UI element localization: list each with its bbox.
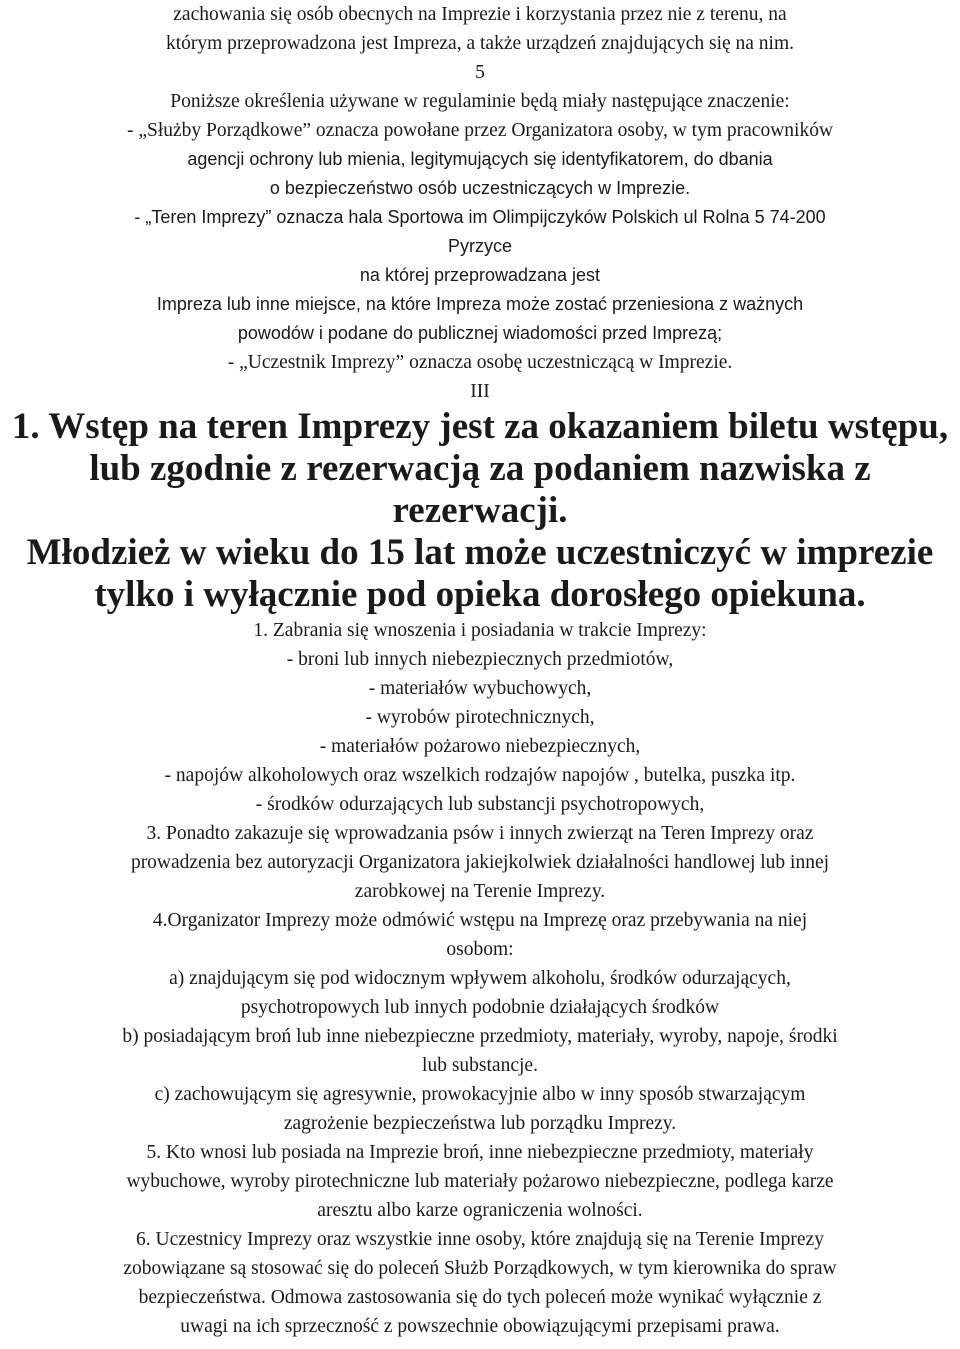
text-line: a) znajdującym się pod widocznym wpływem alkoholu, środków odurzających,: [169, 968, 791, 989]
rule-6-obligations: [4, 1225, 956, 1341]
text-line: o bezpieczeństwo osób uczestniczących w Imprezie.: [269, 178, 691, 198]
text-line: zachowania się osób obecnych na Imprezie i korzystania przez nie z terenu, na: [173, 4, 787, 25]
heading-line: rezerwacji.: [392, 490, 568, 531]
text-line: prowadzenia bez autoryzacji Organizatora jakiejkolwiek działalności handlowej lub innej: [130, 852, 830, 873]
text-line: b) posiadającym broń lub inne niebezpieczne przedmioty, materiały, wyroby, napoje, środki: [122, 1026, 838, 1047]
text-line: 5. Kto wnosi lub posiada na Imprezie broń, inne niebezpieczne przedmioty, materiały: [146, 1142, 814, 1163]
text-line: którym przeprowadzona jest Impreza, a także urządzeń znajdujących się na nim.: [165, 33, 795, 54]
list-item: - napojów alkoholowych oraz wszelkich rodzajów napojów , butelka, puszka itp.: [164, 765, 796, 786]
section-number: [4, 377, 956, 406]
rule-4-refusal: [4, 906, 956, 1138]
list-item: - broni lub innych niebezpiecznych przedmiotów,: [286, 649, 674, 670]
text-line: osobom:: [446, 939, 514, 960]
list-item: - wyrobów pirotechnicznych,: [365, 707, 595, 728]
text-line: Poniższe określenia używane w regulaminie będą miały następujące znaczenie:: [170, 91, 790, 112]
definition-uczestnik: [4, 348, 956, 377]
rule-1-prohibited-items: [4, 616, 956, 819]
rule-3-animals: [4, 819, 956, 906]
text-line: - „Uczestnik Imprezy” oznacza osobę uczestniczącą w Imprezie.: [227, 352, 733, 373]
text-line: zobowiązane są stosować się do poleceń Służb Porządkowych, w tym kierownika do spraw: [123, 1258, 837, 1279]
heading-line: 1. Wstęp na teren Imprezy jest za okazaniem biletu wstępu,: [11, 406, 949, 447]
text-line: uwagi na ich sprzeczność z powszechnie obowiązującymi przepisami prawa.: [180, 1316, 780, 1337]
definition-sluzby: [4, 116, 956, 203]
heading-line: Młodzież w wieku do 15 lat może uczestniczyć w imprezie: [26, 532, 934, 573]
text-line: powodów i podane do publicznej wiadomości przed Imprezą;: [237, 323, 723, 343]
text-line: lub substancje.: [422, 1055, 538, 1076]
text-line: wybuchowe, wyroby pirotechniczne lub materiały pożarowo niebezpieczne, podlega karze: [126, 1171, 834, 1192]
list-item: - materiałów wybuchowych,: [368, 678, 592, 699]
list-item: - środków odurzających lub substancji psychotropowych,: [255, 794, 705, 815]
rule-intro: 1. Zabrania się wnoszenia i posiadania w trakcie Imprezy:: [253, 620, 707, 641]
section-number: [4, 58, 956, 87]
text-line: 6. Uczestnicy Imprezy oraz wszystkie inne osoby, które znajdują się na Terenie Imprezy: [136, 1229, 824, 1250]
heading-line: tylko i wyłącznie pod opieka dorosłego opiekuna.: [94, 574, 866, 615]
text-line: 3. Ponadto zakazuje się wprowadzania psów i innych zwierząt na Teren Imprezy oraz: [146, 823, 814, 844]
text-line: - „Służby Porządkowe” oznacza powołane przez Organizatora osoby, w tym pracowników: [126, 120, 834, 141]
intro-paragraph: [4, 0, 956, 58]
text-line: 4.Organizator Imprezy może odmówić wstępu na Imprezę oraz przebywania na niej: [152, 910, 808, 931]
text-line: - „Teren Imprezy” oznacza hala Sportowa im Olimpijczyków Polskich ul Rolna 5 74-200: [134, 207, 826, 227]
text-line: c) zachowującym się agresywnie, prowokacyjnie albo w inny sposób stwarzającym: [154, 1084, 806, 1105]
heading-line: lub zgodnie z rezerwacją za podaniem nazwiska z: [89, 448, 871, 489]
text-line: bezpieczeństwa. Odmowa zastosowania się do tych poleceń może wynikać wyłącznie z: [138, 1287, 822, 1308]
text-line: Pyrzyce: [447, 236, 512, 256]
text-line: zagrożenie bezpieczeństwa lub porządku Imprezy.: [283, 1113, 677, 1134]
definitions-intro: [4, 87, 956, 116]
text-line: psychotropowych lub innych podobnie działających środków: [240, 997, 720, 1018]
text-line: na której przeprowadzana jest: [359, 265, 601, 285]
definition-teren: [4, 203, 956, 348]
entry-conditions-heading: [4, 406, 956, 616]
text-line: agencji ochrony lub mienia, legitymujących się identyfikatorem, do dbania: [187, 149, 773, 169]
list-item: - materiałów pożarowo niebezpiecznych,: [319, 736, 641, 757]
section-3-number: III: [470, 381, 490, 402]
section-5-number: 5: [475, 62, 485, 83]
text-line: zarobkowej na Terenie Imprezy.: [354, 881, 606, 902]
text-line: Impreza lub inne miejsce, na które Impreza może zostać przeniesiona z ważnych: [156, 294, 804, 314]
rule-5-penalty: [4, 1138, 956, 1225]
text-line: aresztu albo karze ograniczenia wolności.: [317, 1200, 643, 1221]
